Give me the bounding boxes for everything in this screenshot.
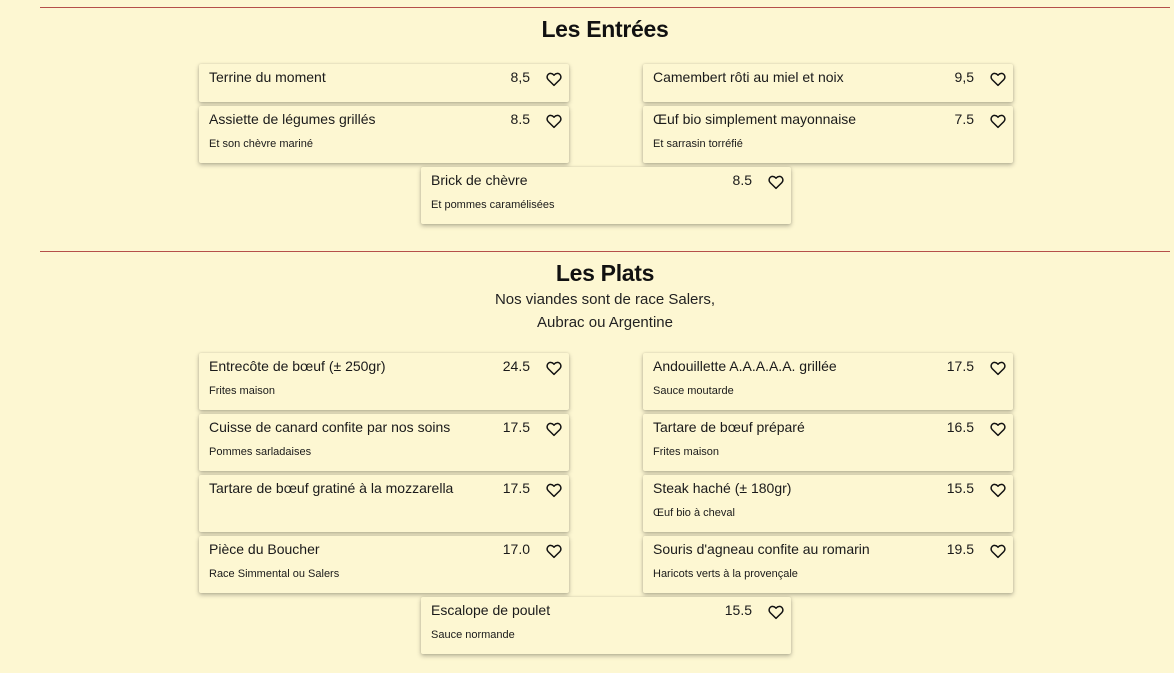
heart-icon[interactable]: [545, 420, 563, 438]
menu-item-price: 8.5: [510, 111, 530, 127]
menu-item-price: 17.0: [502, 541, 530, 557]
menu-item-price: 8.5: [732, 172, 752, 188]
menu-item-description: Et pommes caramélisées: [431, 199, 555, 211]
menu-item-name: Tartare de bœuf préparé: [653, 419, 805, 435]
heart-icon[interactable]: [767, 603, 785, 621]
menu-item-name: Œuf bio simplement mayonnaise: [653, 111, 857, 127]
heart-icon[interactable]: [989, 112, 1007, 130]
menu-item-name: Tartare de bœuf gratiné à la mozzarella: [209, 480, 454, 496]
menu-item-name: Escalope de poulet: [431, 602, 551, 618]
menu-item-price: 16.5: [946, 419, 974, 435]
menu-item-price: 15.5: [724, 602, 752, 618]
section-title-entrees: Les Entrées: [541, 16, 669, 42]
menu-item-name: Entrecôte de bœuf (± 250gr): [209, 358, 386, 374]
section-subtitle-line-2: Aubrac ou Argentine: [537, 314, 673, 331]
menu-item-description: Haricots verts à la provençale: [653, 568, 798, 580]
menu-item-price: 17.5: [502, 480, 530, 496]
menu-item-card[interactable]: [199, 475, 569, 532]
menu-item-description: Sauce normande: [431, 629, 515, 641]
menu-item-card[interactable]: [643, 475, 1013, 532]
menu-item-description: Sauce moutarde: [653, 385, 734, 397]
heart-icon[interactable]: [545, 481, 563, 499]
menu-item-card[interactable]: [643, 353, 1013, 410]
divider-top: [40, 7, 1170, 8]
menu-item-card[interactable]: [643, 106, 1013, 163]
menu-item-name: Souris d'agneau confite au romarin: [653, 541, 870, 557]
menu-item-card[interactable]: [199, 353, 569, 410]
heart-icon[interactable]: [989, 542, 1007, 560]
menu-item-price: 17.5: [502, 419, 530, 435]
menu-item-card[interactable]: [421, 167, 791, 224]
menu-item-description: Pommes sarladaises: [209, 446, 312, 458]
heart-icon[interactable]: [545, 542, 563, 560]
menu-item-name: Pièce du Boucher: [209, 541, 320, 557]
menu-item-name: Terrine du moment: [209, 69, 326, 85]
menu-item-description: Et sarrasin torréfié: [653, 138, 743, 150]
menu-item-name: Andouillette A.A.A.A.A. grillée: [653, 358, 837, 374]
menu-item-price: 9,5: [954, 69, 974, 85]
menu-item-card[interactable]: [421, 597, 791, 654]
heart-icon[interactable]: [989, 70, 1007, 88]
menu-item-description: Frites maison: [653, 446, 720, 458]
menu-item-card[interactable]: [643, 414, 1013, 471]
menu-item-price: 17.5: [946, 358, 974, 374]
heart-icon[interactable]: [545, 359, 563, 377]
menu-item-price: 15.5: [946, 480, 974, 496]
menu-item-name: Brick de chèvre: [431, 172, 528, 188]
menu-item-price: 19.5: [946, 541, 974, 557]
heart-icon[interactable]: [989, 481, 1007, 499]
heart-icon[interactable]: [545, 112, 563, 130]
menu-item-price: 8,5: [510, 69, 530, 85]
menu-item-name: Steak haché (± 180gr): [653, 480, 792, 496]
menu-item-card[interactable]: [199, 64, 569, 102]
menu-item-card[interactable]: [643, 64, 1013, 102]
menu-item-description: Et son chèvre mariné: [209, 138, 313, 150]
menu-item-price: 7.5: [954, 111, 974, 127]
heart-icon[interactable]: [545, 70, 563, 88]
menu-item-card[interactable]: [199, 414, 569, 471]
menu-item-name: Camembert rôti au miel et noix: [653, 69, 844, 85]
menu-item-card[interactable]: [199, 106, 569, 163]
section-subtitle-line-1: Nos viandes sont de race Salers,: [494, 291, 716, 308]
menu-item-description: Race Simmental ou Salers: [209, 568, 340, 580]
section-title-plats: Les Plats: [555, 260, 655, 286]
menu-item-price: 24.5: [502, 358, 530, 374]
menu-item-card[interactable]: [199, 536, 569, 593]
menu-item-name: Cuisse de canard confite par nos soins: [209, 419, 451, 435]
menu-item-card[interactable]: [643, 536, 1013, 593]
heart-icon[interactable]: [767, 173, 785, 191]
heart-icon[interactable]: [989, 359, 1007, 377]
menu-item-name: Assiette de légumes grillés: [209, 111, 376, 127]
divider-middle: [40, 251, 1170, 252]
heart-icon[interactable]: [989, 420, 1007, 438]
menu-item-description: Œuf bio à cheval: [653, 507, 735, 519]
menu-item-description: Frites maison: [209, 385, 276, 397]
